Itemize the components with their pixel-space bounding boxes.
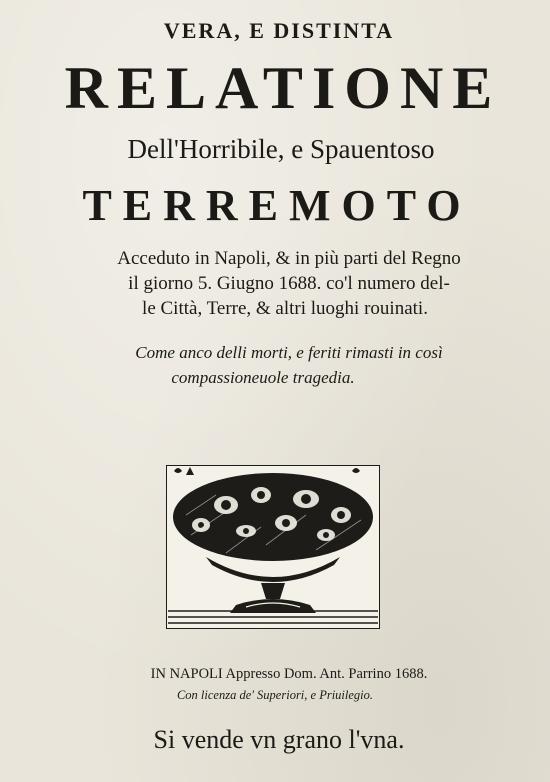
title-subtitle: Dell'Horribile, e Spauentoso — [127, 134, 435, 164]
title-main: RELATIONE — [64, 55, 502, 121]
note-line-1: Come anco delli morti, e feriti rimasti in così — [135, 343, 443, 362]
description-line-1: Acceduto in Napoli, & in più parti del Regno — [117, 248, 461, 269]
note-line-2: compassioneuole tragedia. — [171, 368, 355, 387]
description-line-2: il giorno 5. Giugno 1688. co'l numero del- — [128, 273, 450, 294]
price-line: Si vende vn grano l'vna. — [153, 725, 405, 754]
title-subject: TERREMOTO — [82, 181, 472, 230]
title-kicker: VERA, E DISTINTA — [163, 18, 395, 43]
description-line-3: le Città, Terre, & altri luoghi rouinati. — [142, 298, 428, 319]
imprint-license: Con licenza de' Superiori, e Priuilegio. — [176, 688, 374, 702]
fruit-bowl-woodcut — [166, 465, 380, 629]
imprint-place-printer: IN NAPOLI Appresso Dom. Ant. Parrino 1688. — [150, 666, 428, 682]
